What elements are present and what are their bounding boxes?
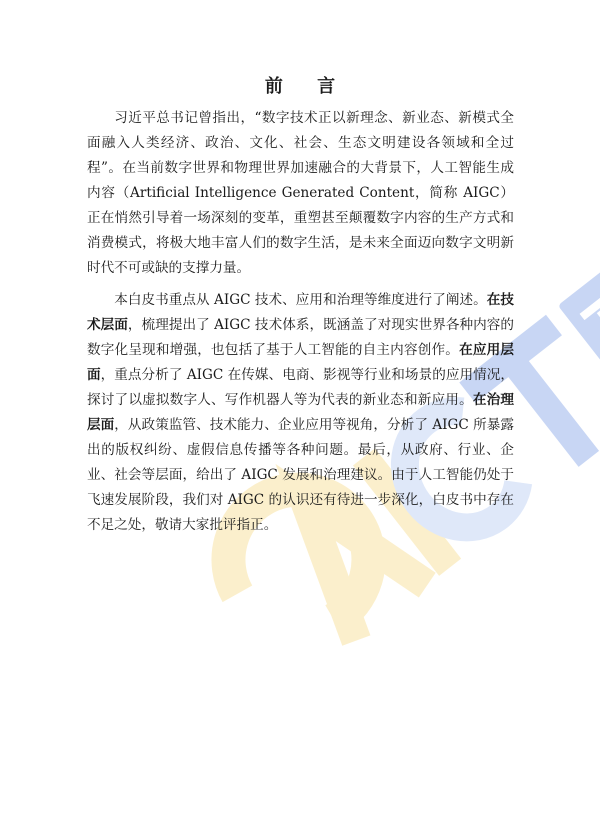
page-title: 前 言 [264,76,350,97]
paragraph-1 [87,106,514,281]
emphasis-application-level: 在应用层面 [87,342,515,383]
paragraph-text: ，梳理提出了 AIGC 技术体系，既涵盖了对现实世界各种内容的数字化呈现和增强，也包括了基于人工智能的自主内容创作。 [87,317,515,358]
paragraph-text: 习近平总书记曾指出，“数字技术正以新理念、新业态、新模式全面融入人类经济、政治、文化、社会、生态文明建设各领域和全过程”。在当前数字世界和物理世界加速融合的大背景下，人工智能生成内容（Artificial Intelligence Generated Content，简称 AIGC）正在悄然引导着一场深刻的变革，重塑甚至颠覆数字内容的生产方式和消费模式，将极大地丰富人们的数字生活，是未来全面迈向数字文明新时代不可或缺的支撑力量。 [87,110,514,276]
paragraph-2 [87,288,514,538]
paragraph-text: 本白皮书重点从 AIGC 技术、应用和治理等维度进行了阐述。 [114,292,487,308]
preface-body [87,106,514,545]
emphasis-governance-level: 在治理层面 [87,392,514,433]
paragraph-text: ，从政策监管、技术能力、企业应用等视角，分析了 AIGC 所暴露出的版权纠纷、虚假信息传播等各种问题。最后，从政府、行业、企业、社会等层面，给出了 AIGC 发展和治理建议。由于人工智能仍处于飞速发展阶段，我们对 AIGC 的认识还有待进一步深化，白皮书中存在不足之处，敬请大家批评指正。 [87,417,514,533]
emphasis-technology-level: 在技术层面 [87,292,515,333]
paragraph-text: ，重点分析了 AIGC 在传媒、电商、影视等行业和场景的应用情况，探讨了以虚拟数字人、写作机器人等为代表的新业态和新应用。 [87,367,514,408]
